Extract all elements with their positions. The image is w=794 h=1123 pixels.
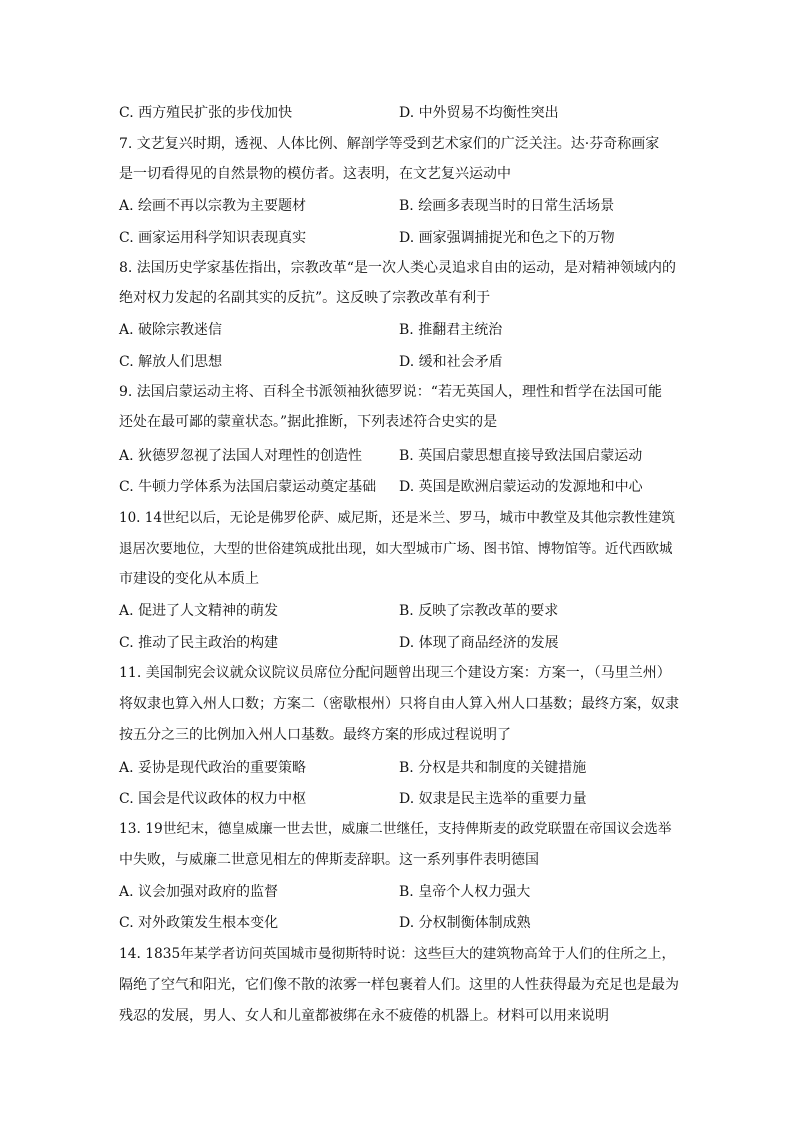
option-q11-c: C. 国会是代议政体的权力中枢: [119, 791, 307, 807]
question-13-line-1: 13. 19世纪末，德皇威廉一世去世，威廉二世继任，支持俾斯麦的政党联盟在帝国议会选举: [119, 821, 672, 837]
question-14-line-3: 残忍的发展，男人、女人和儿童都被绑在永不疲倦的机器上。材料可以用来说明: [119, 1008, 609, 1024]
option-q9-a: A. 狄德罗忽视了法国人对理性的创造性: [119, 448, 363, 464]
option-q9-d: D. 英国是欧洲启蒙运动的发源地和中心: [399, 479, 643, 495]
option-q10-a: A. 促进了人文精神的萌发: [119, 603, 279, 619]
option-q8-a: A. 破除宗教迷信: [119, 322, 223, 338]
question-10-line-2: 退居次要地位，大型的世俗建筑成批出现，如大型城市广场、图书馆、博物馆等。近代西欧城: [119, 541, 673, 557]
option-q8-c: C. 解放人们思想: [119, 354, 223, 370]
option-q11-d: D. 奴隶是民主选举的重要力量: [399, 791, 587, 807]
question-13-line-2: 中失败，与威廉二世意见相左的俾斯麦辞职。这一系列事件表明德国: [119, 852, 539, 868]
option-q6-c: C. 西方殖民扩张的步伐加快: [119, 105, 293, 121]
question-10-line-1: 10. 14世纪以后，无论是佛罗伦萨、威尼斯，还是米兰、罗马，城市中教堂及其他宗教性建筑: [119, 510, 675, 526]
question-8-line-2: 绝对权力发起的名副其实的反抗”。这反映了宗教改革有利于: [119, 290, 491, 306]
option-q13-c: C. 对外政策发生根本变化: [119, 915, 279, 931]
option-q9-b: B. 英国启蒙思想直接导致法国启蒙运动: [399, 448, 643, 464]
option-q7-b: B. 绘画多表现当时的日常生活场景: [399, 198, 615, 214]
option-q9-c: C. 牛顿力学体系为法国启蒙运动奠定基础: [119, 479, 377, 495]
question-11-line-3: 按五分之三的比例加入州人口基数。最终方案的形成过程说明了: [119, 727, 511, 743]
option-q7-d: D. 画家强调捕捉光和色之下的万物: [399, 230, 615, 246]
question-14-line-2: 隔绝了空气和阳光，它们像不散的浓雾一样包裹着人们。这里的人性获得最为充足也是最为: [119, 977, 679, 993]
question-9-line-1: 9. 法国启蒙运动主将、百科全书派领袖狄德罗说：“若无英国人，理性和哲学在法国可能: [119, 384, 662, 400]
question-9-line-2: 还处在最可鄙的蒙童状态。”据此推断，下列表述符合史实的是: [119, 414, 498, 430]
option-q6-d: D. 中外贸易不均衡性突出: [399, 105, 559, 121]
question-11-line-2: 将奴隶也算入州人口数；方案二（密歇根州）只将自由人算入州人口基数；最终方案，奴隶: [119, 696, 679, 712]
question-14-line-1: 14. 1835年某学者访问英国城市曼彻斯特时说：这些巨大的建筑物高耸于人们的住所之上，: [119, 946, 676, 962]
option-q13-a: A. 议会加强对政府的监督: [119, 884, 279, 900]
option-q11-b: B. 分权是共和制度的关键措施: [399, 760, 587, 776]
option-q7-a: A. 绘画不再以宗教为主要题材: [119, 198, 307, 214]
option-q10-d: D. 体现了商品经济的发展: [399, 635, 559, 651]
question-7-line-2: 是一切看得见的自然景物的模仿者。这表明，在文艺复兴运动中: [119, 166, 511, 182]
option-q8-d: D. 缓和社会矛盾: [399, 354, 503, 370]
option-q10-b: B. 反映了宗教改革的要求: [399, 603, 559, 619]
question-8-line-1: 8. 法国历史学家基佐指出，宗教改革“是一次人类心灵追求自由的运动，是对精神领域内的: [119, 260, 676, 276]
question-7-line-1: 7. 文艺复兴时期，透视、人体比例、解剖学等受到艺术家们的广泛关注。达·芬奇称画家: [119, 136, 660, 152]
option-q10-c: C. 推动了民主政治的构建: [119, 635, 279, 651]
option-q11-a: A. 妥协是现代政治的重要策略: [119, 760, 307, 776]
option-q13-b: B. 皇帝个人权力强大: [399, 884, 531, 900]
question-10-line-3: 市建设的变化从本质上: [119, 571, 259, 587]
option-q7-c: C. 画家运用科学知识表现真实: [119, 230, 307, 246]
option-q13-d: D. 分权制衡体制成熟: [399, 915, 531, 931]
question-11-line-1: 11. 美国制宪会议就众议院议员席位分配问题曾出现三个建设方案：方案一，（马里兰州）: [119, 665, 671, 681]
option-q8-b: B. 推翻君主统治: [399, 322, 503, 338]
